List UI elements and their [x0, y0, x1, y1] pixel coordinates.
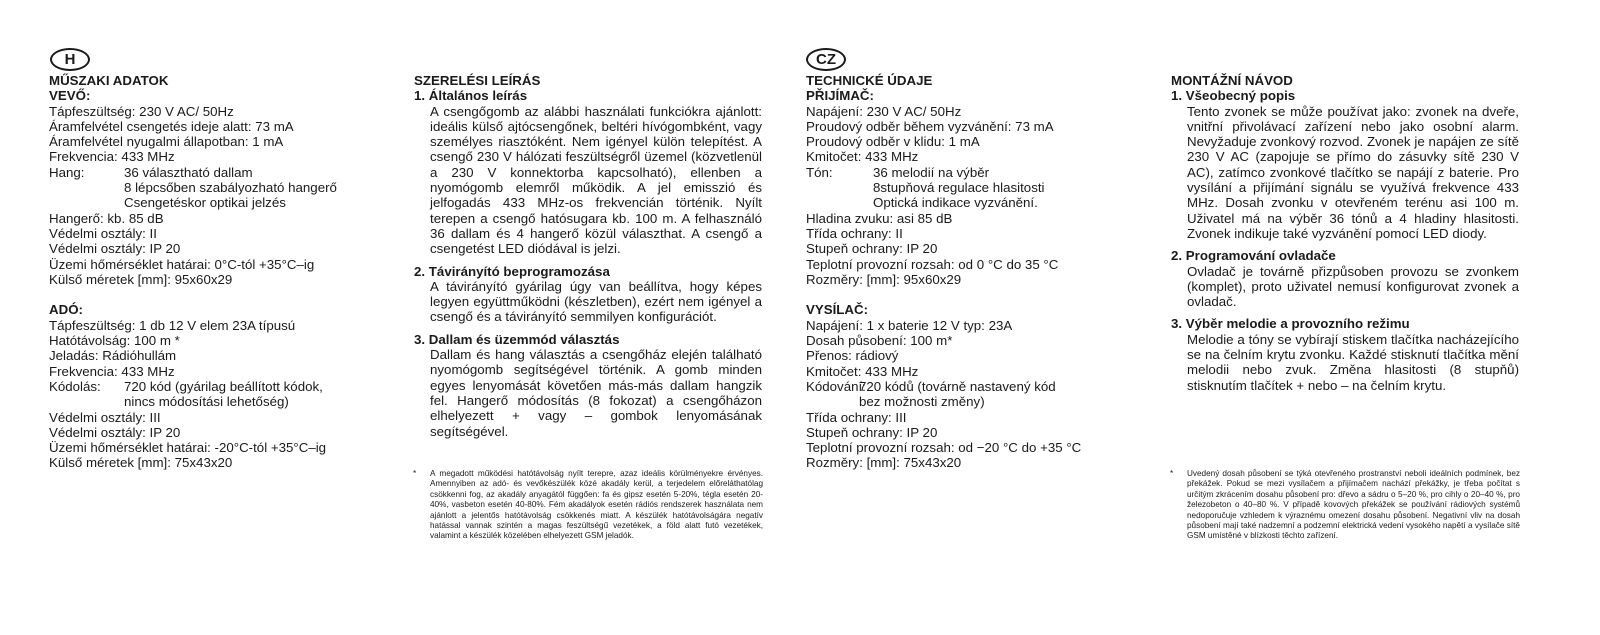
language-badge-hu: H	[50, 48, 90, 71]
spec-value: 8stupňová regulace hlasitosti	[873, 180, 1045, 196]
hu-installation	[414, 73, 762, 439]
spec-line: Hangerő: kb. 85 dB	[49, 210, 164, 226]
spec-line: Stupeň ochrany: IP 20	[806, 241, 938, 257]
spec-value: 8 lépcsőben szabályozható hangerő	[124, 180, 337, 196]
spec-line: Tápfeszültség: 230 V AC/ 50Hz	[49, 103, 234, 119]
footnote-text: Uvedený dosah působení se týká otevřeného prostranství neboli ideálních podmínek, bez překážek. Pokud se mezi vysílačem a přijímačem nachází překážky, je třeba počítat s určitým zkrácením dosahu působení pro: dřevo a sádru o 5–20 %, pro cihly o 20–40 %, pro železobeton o 40–80 %. V případě kovových překážek se používání rádiových systémů nedoporučuje vzhledem k výraznému omezení dosahu působení. Negativní vliv na dosah působení mají také nadzemní a podzemní elektrická vedení vysokého napětí a vysílače sítě GSM umístěné v blízkosti těchto zařízení.	[1187, 469, 1520, 541]
section-heading: 1. Általános leírás	[414, 88, 528, 104]
spec-line: Jeladás: Rádióhullám	[49, 348, 177, 364]
spec-line: Áramfelvétel csengetés ideje alatt: 73 mA	[49, 118, 294, 134]
section-heading: 2. Programování ovladače	[1171, 248, 1336, 264]
spec-line: Üzemi hőmérséklet határai: -20°C-tól +35°C–ig	[49, 440, 327, 456]
spec-line: Teplotní provozní rozsah: od 0 °C do 35 °C	[806, 256, 1059, 272]
spec-line: Frekvencia: 433 MHz	[49, 363, 175, 379]
spec-line: Proudový odběr během vyzvánění: 73 mA	[806, 118, 1054, 134]
spec-line: Třída ochrany: II	[806, 225, 903, 241]
spec-line: Napájení: 1 x baterie 12 V typ: 23A	[806, 317, 1013, 333]
spec-value: 36 melodií na výběr	[873, 164, 990, 180]
spec-line: Külső méretek [mm]: 95x60x29	[49, 271, 233, 287]
spec-line: Frekvencia: 433 MHz	[49, 149, 175, 165]
spec-value: 36 választható dallam	[124, 164, 253, 180]
spec-key: Kódolás:	[49, 378, 101, 394]
section-heading: 2. Távirányító beprogramozása	[414, 263, 610, 279]
spec-line: Üzemi hőmérséklet határai: 0°C-tól +35°C–ig	[49, 256, 315, 272]
cz-installation	[1171, 73, 1519, 393]
section-text: Dallam és hang választás a csengőház elején található nyomógomb segítségével történik. A gomb minden egyes lenyomását követően más-más dallam hangzik fel. Hangerő módosítás (8 fokozat) a csengőházon elhelyezett + vagy – gombok lenyomásának segítségével.	[430, 347, 762, 439]
spec-line: Stupeň ochrany: IP 20	[806, 424, 938, 440]
hu-install-title: SZERELÉSI LEÍRÁS	[414, 73, 541, 88]
spec-line: Kmitočet: 433 MHz	[806, 149, 919, 165]
spec-line: Tápfeszültség: 1 db 12 V elem 23A típusú	[49, 317, 296, 333]
hu-tech-data	[49, 73, 379, 471]
cz-footnote	[1170, 469, 1520, 542]
footnote-mark: *	[1170, 469, 1174, 478]
spec-line: Védelmi osztály: IP 20	[49, 424, 181, 440]
spec-line	[806, 379, 1136, 394]
cz-tech-data	[806, 73, 1136, 471]
spec-line	[806, 165, 1136, 180]
spec-key: Hang:	[49, 164, 85, 180]
spec-line: Védelmi osztály: III	[49, 409, 161, 425]
spec-value: Csengetéskor optikai jelzés	[124, 195, 286, 211]
spec-line: Áramfelvétel nyugalmi állapotban: 1 mA	[49, 134, 284, 150]
cz-transmitter-heading: VYSÍLAČ:	[806, 302, 869, 318]
spec-line	[49, 379, 379, 394]
section-text: Tento zvonek se může používat jako: zvonek na dveře, vnitřní přivolávací zařízení nebo jako osobní alarm. Nevyžaduje zvonkový rozvod. Zvonek je napájen ze sítě 230 V AC (zapojuje se přímo do zásuvky sítě 230 V AC), zatímco zvonkové tlačítko se napájí z baterie. Pro vysílání a přijímání signálu se využívá frekvence 433 MHz. Dosah zvonku v otevřeném terénu asi 100 m. Uživatel má na výběr 36 tónů a 4 hladiny hlasitosti. Zvonek indikuje také vyzvánění pomocí LED diody.	[1187, 103, 1519, 241]
spec-line: Védelmi osztály: II	[49, 225, 157, 241]
spec-key: Tón:	[806, 164, 833, 180]
spec-line: Védelmi osztály: IP 20	[49, 241, 181, 257]
footnote-text: A megadott működési hatótávolság nyílt terepre, azaz ideális körülményekre érvényes. Amennyiben az adó- és vevőkészülék közé akadály kerül, a terjedelem előreláthatólag csökkenni fog, az akadály anyagától függően: fa és gipsz esetén 5-20%, tégla esetén 20-40%, vasbeton esetén 40-80%. Fém akadályok esetén rádiós rendszerek használata nem ajánlott a jelentős hatótávolság csökkenés miatt. A készülék hatótávolságára negatív hatással vannak szintén a magas feszültségű vezetékek, a föld alatt futó vezetékek, valamint a készülék közelében elhelyezett GSM jeladók.	[430, 469, 763, 541]
hu-footnote	[413, 469, 763, 542]
section-text: A távirányító gyárilag úgy van beállítva, hogy képes legyen együttműködni (készletben), ezért nem igényel a csengő és a távirányító semmilyen konfigurációt.	[430, 278, 762, 325]
spec-line: Rozměry: [mm]: 75x43x20	[806, 455, 962, 471]
section-heading: 3. Výběr melodie a provozního režimu	[1171, 316, 1410, 332]
spec-line: Napájení: 230 V AC/ 50Hz	[806, 103, 962, 119]
hu-receiver-heading: VEVŐ:	[49, 88, 91, 104]
spec-line: Hladina zvuku: asi 85 dB	[806, 210, 953, 226]
cz-tech-title: TECHNICKÉ ÚDAJE	[806, 73, 933, 88]
spec-value: 720 kódů (továrně nastavený kód	[859, 378, 1056, 394]
spec-value: bez možnosti změny)	[859, 394, 985, 410]
spec-line: Proudový odběr v klidu: 1 mA	[806, 134, 980, 150]
footnote-mark: *	[413, 469, 417, 478]
spec-line: Přenos: rádiový	[806, 348, 899, 364]
hu-transmitter-heading: ADÓ:	[49, 302, 83, 318]
section-text: Ovladač je továrně přizpůsoben provozu se zvonkem (komplet), proto uživatel nemusí konfigurovat zvonek a ovladač.	[1187, 263, 1519, 310]
spec-value: Optická indikace vyzvánění.	[873, 195, 1038, 211]
cz-install-title: MONTÁŽNÍ NÁVOD	[1171, 73, 1293, 88]
spec-line: Teplotní provozní rozsah: od −20 °C do +35 °C	[806, 440, 1082, 456]
spec-line	[49, 165, 379, 180]
spec-line: Rozměry: [mm]: 95x60x29	[806, 271, 962, 287]
spec-key: Kódování:	[806, 378, 866, 394]
section-heading: 3. Dallam és üzemmód választás	[414, 331, 620, 347]
cz-receiver-heading: PŘIJÍMAČ:	[806, 88, 874, 104]
language-badge-cz: CZ	[806, 48, 846, 71]
spec-line: Dosah působení: 100 m*	[806, 333, 953, 349]
spec-line: Kmitočet: 433 MHz	[806, 363, 919, 379]
section-text: Melodie a tóny se vybírají stiskem tlačítka nacházejícího se na čelním krytu zvonku. Každé stisknutí tlačítka mění melodii nebo zvuk. Změna hlasitosti (8 stupňů) stisknutím tlačítek + nebo – na čelním krytu.	[1187, 331, 1519, 393]
section-heading: 1. Všeobecný popis	[1171, 88, 1296, 104]
spec-value: 720 kód (gyárilag beállított kódok,	[124, 378, 323, 394]
section-text: A csengőgomb az alábbi használati funkciókra ajánlott: ideális külső ajtócsengőnek, beltéri hívógombként, vagy személyes riasztóként. Nem igényel külön telepítést. A csengő 230 V hálózati feszültségről üzemel (közvetlenül a 230 V konnektorba kapcsolható), ellenben a nyomógomb elemről működik. A jel emisszió és jelfogadás 433 MHz-os frekvencián történik. Nyílt terepen a csengő hatósugara kb. 100 m. A felhasználó 36 dallam és 4 hangerő közül választhat. A csengő a csengetést LED diódával is jelzi.	[430, 103, 762, 257]
hu-tech-title: MŰSZAKI ADATOK	[49, 73, 169, 88]
spec-line: Külső méretek [mm]: 75x43x20	[49, 455, 233, 471]
spec-value: nincs módosítási lehetőség)	[124, 394, 289, 410]
spec-line: Hatótávolság: 100 m *	[49, 333, 180, 349]
spec-line: Třída ochrany: III	[806, 409, 907, 425]
